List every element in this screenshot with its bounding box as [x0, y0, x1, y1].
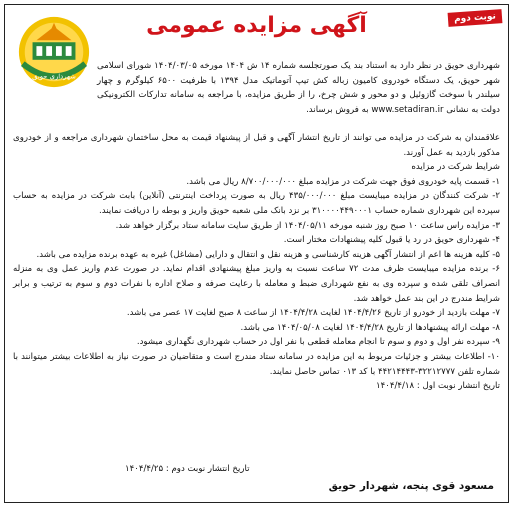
condition-item: ۸- مهلت ارائه پیشنهادها از تاریخ ۱۴۰۴/۴/۲۸ لغایت ۱۴۰۴/۰۵/۰۸ می باشد. [240, 322, 500, 333]
condition-item: ۳- مزایده راس ساعت ۱۰ صبح روز شنبه مورخه ۱۴۰۴/۰۵/۱۱ از طریق سایت سامانه ستاد برگزار خواهد شد. [115, 220, 500, 231]
condition-item: ۴- شهرداری حویق در رد یا قبول کلیه پیشنهادات مختار است. [283, 235, 500, 246]
page-title: آگهی مزایده عمومی [146, 13, 367, 38]
condition-item: ۷- مهلت بازدید از خودرو از تاریخ ۱۴۰۴/۴/۲۶ لغایت ۱۴۰۴/۴/۲۸ از ساعت ۸ صبح لغایت ۱۷ عصر می باشد. [126, 308, 500, 319]
edition-badge: نوبت دوم [448, 9, 503, 27]
condition-item: ۵- کلیه هزینه ها اعم از انتشار آگهی هزینه کارشناسی و هزینه نقل و انتقال و دارایی (مشاغل) غیره به عهده برنده مزایده می باشد. [36, 249, 500, 260]
intro: شهرداری حویق در نظر دارد به استناد بند یک صورتجلسه شماره ۱۴ ش ۱۴۰۴ مورخه ۱۴۰۴/۰۳/۰۵ شورای اسلامی شهر حویق، یک دستگاه خودروی کامیون زباله کش تیپ آتوماتیک مدل ۱۳۹۴ با ظرفیت ۶۵۰۰ کیلوگرم و چهار سیلندر با سوخت گازوئیل و دو محور و شش چرخ، را از طریق مزایده، با مراجعه به سامانه تدارکات الکترونیکی دولت به نشانی www.setadiran.ir به فروش برساند. [97, 61, 501, 115]
signature: مسعود قوی پنجه، شهردار حویق [328, 480, 494, 492]
publication-date-second: تاریخ انتشار نوبت دوم : ۱۴۰۴/۴/۲۵ [125, 464, 250, 474]
condition-item: ۱۰- اطلاعات بیشتر و جزئیات مربوط به این مزایده در سامانه ستاد مندرج است و متقاضیان در صورت نیاز به اطلاعات بیشتر میتوانند با شماره تلفن ۳۲۲۱۲۷۷۷-۴۴۲۱۴۴۴۳ با کد ۰۱۳ تماس حاصل نمایند. [13, 351, 500, 377]
applicants-paragraph: علاقمندان به شرکت در مزایده می توانند از تاریخ انتشار آگهی و قبل از پیشنهاد قیمت به محل ساختمان شهرداری مراجعه و از خودروی مذکور بازدید به عمل آورند. [13, 133, 500, 158]
condition-item: ۲- شرکت کنندگان در مزایده میبایست مبلغ ۴۳۵/۰۰۰/۰۰۰ ریال به صورت پرداخت اینترنتی (آنلاین) بابت شرکت در مزایده به حساب سپرده این شهرداری شماره حساب ۳۱۰۰۰۰۴۴۹۰۰۰۱ بر نزد بانک ملی شعبه حویق واریز و بوطه را دریافت نمایند. [13, 191, 501, 216]
logo-text: شهرداری حویق [32, 72, 76, 81]
municipality-logo [15, 13, 93, 91]
condition-item: ۶- برنده مزایده میبایست ظرف مدت ۷۲ ساعت نسبت به واریز مبلغ پیشنهادی اقدام نماید. در صورت عدم واریز عمل وی به منزله انصراف تلقی شده و سپرده وی به نفع شهرداری ضبط و معامله با رعایت صرفه و صلاح اداره با نفرات دوم و سوم به ترتیب و برابر شرایط مندرج در این بند عمل خواهد شد. [13, 264, 500, 304]
condition-item: ۹- سپرده نفر اول و دوم و سوم تا انجام معامله قطعی با نفر اول در حساب شهرداری نگهداری میشود. [136, 337, 500, 348]
condition-item: ۱- قسمت پایه خودروی فوق جهت شرکت در مزایده مبلغ ۸/۷۰۰/۰۰۰/۰۰۰ ریال می باشد. [186, 176, 500, 187]
conditions-heading: شرایط شرکت در مزایده [411, 162, 500, 173]
publication-date-first: تاریخ انتشار نوبت اول : ۱۴۰۴/۴/۱۸ [375, 381, 500, 392]
advertisement [4, 4, 509, 503]
main-content [13, 131, 500, 394]
